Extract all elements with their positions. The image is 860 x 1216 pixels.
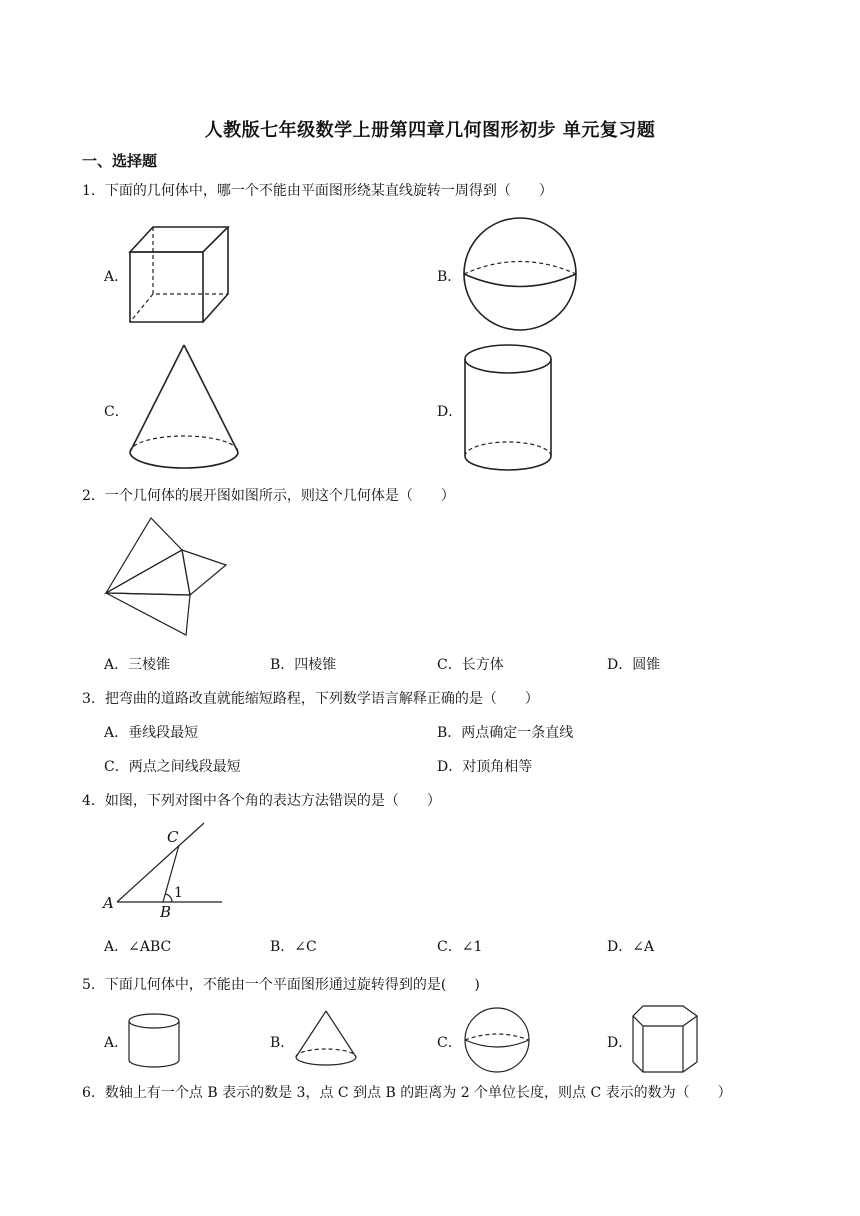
q5-option-c-label: C． [437, 1035, 462, 1051]
q2-option-a: A．三棱锥 [104, 657, 171, 673]
q1-option-d-label: D． [437, 404, 463, 420]
question-2-text: 2．一个几何体的展开图如图所示，则这个几何体是（ ） [82, 488, 455, 504]
q4-option-b: B．∠C [270, 939, 317, 955]
q1-option-b-label: B． [437, 269, 462, 285]
small-sphere-figure [463, 1006, 531, 1074]
q3-option-d: D．对顶角相等 [437, 759, 533, 775]
q3-option-a: A．垂线段最短 [104, 725, 199, 741]
question-6-text: 6．数轴上有一个点 B 表示的数是 3，点 C 到点 B 的距离为 2 个单位长度，则点 C 表示的数为（ ） [82, 1085, 732, 1101]
q5-option-a-label: A． [104, 1035, 129, 1051]
hexagonal-prism-figure [631, 1004, 701, 1076]
question-1-text: 1．下面的几何体中，哪一个不能由平面图形绕某直线旋转一周得到（ ） [82, 183, 553, 199]
q1-option-c-label: C． [104, 404, 129, 420]
point-b-label: B [160, 903, 172, 921]
q5-option-b-label: B． [270, 1035, 295, 1051]
question-4-text: 4．如图，下列对图中各个角的表达方法错误的是（ ） [82, 793, 441, 809]
q4-option-d: D．∠A [607, 939, 655, 955]
q1-option-a-label: A． [104, 269, 129, 285]
small-cone-figure [294, 1009, 360, 1071]
small-cylinder-figure [128, 1013, 182, 1069]
q2-option-d: D．圆锥 [607, 657, 661, 673]
point-c-label: C [167, 828, 179, 846]
q4-option-c: C．∠1 [437, 939, 483, 955]
q4-option-a: A．∠ABC [104, 939, 172, 955]
question-5-text: 5．下面几何体中，不能由一个平面图形通过旋转得到的是( ) [82, 977, 480, 993]
q5-option-d-label: D． [607, 1035, 633, 1051]
question-3-text: 3．把弯曲的道路改直就能缩短路程，下列数学语言解释正确的是（ ） [82, 691, 539, 707]
q2-option-c: C．长方体 [437, 657, 504, 673]
section-heading: 一、选择题 [82, 152, 158, 170]
q3-option-b: B．两点确定一条直线 [437, 725, 574, 741]
page-title: 人教版七年级数学上册第四章几何图形初步 单元复习题 [204, 120, 656, 141]
cone-figure [128, 343, 240, 471]
cube-figure [125, 224, 235, 324]
point-a-label: A [103, 894, 114, 912]
sphere-figure [462, 217, 580, 333]
q3-option-c: C．两点之间线段最短 [104, 759, 241, 775]
net-figure [102, 515, 230, 640]
q2-option-b: B．四棱锥 [270, 657, 337, 673]
angle-1-label: 1 [174, 885, 183, 901]
cylinder-figure [463, 344, 555, 472]
